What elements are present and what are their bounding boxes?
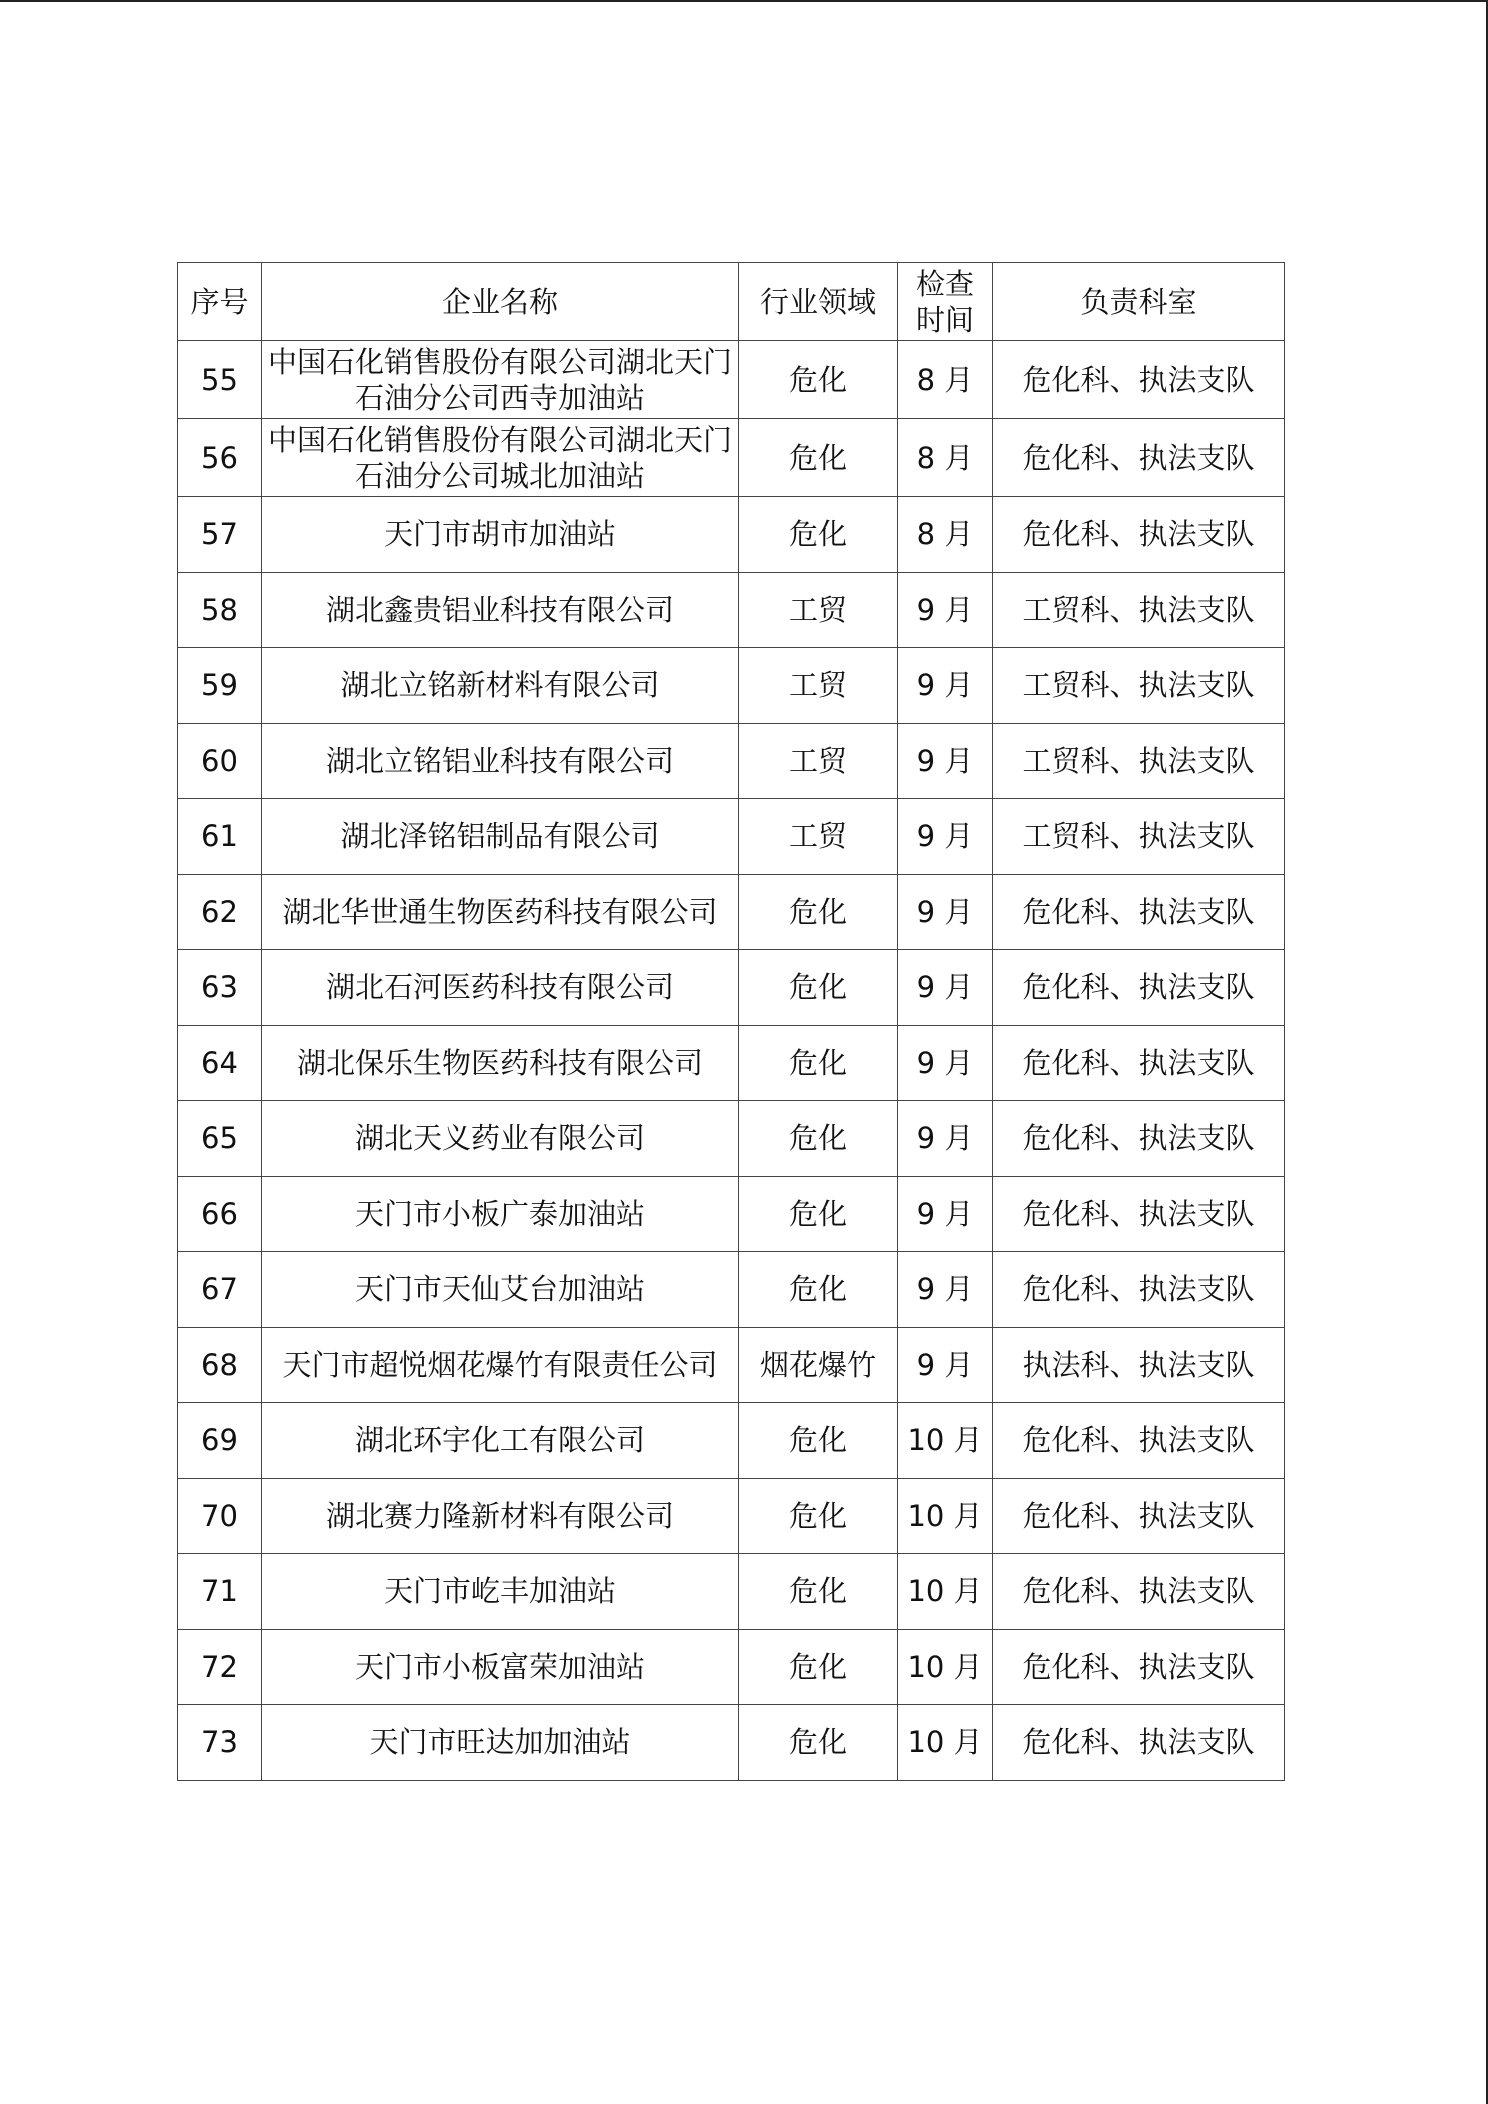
cell-name: 中国石化销售股份有限公司湖北天门石油分公司城北加油站 [262, 419, 739, 497]
table-row [178, 1705, 1285, 1781]
page-border-top [0, 0, 1488, 2]
table-header-row [178, 263, 1285, 341]
cell-time: 9 月 [898, 572, 993, 648]
table-row [178, 419, 1285, 497]
cell-name: 天门市天仙艾台加油站 [262, 1252, 739, 1328]
cell-no: 60 [178, 723, 262, 799]
cell-time: 9 月 [898, 799, 993, 875]
table-row [178, 497, 1285, 573]
cell-no: 64 [178, 1025, 262, 1101]
cell-no: 59 [178, 648, 262, 724]
cell-name: 天门市小板广泰加油站 [262, 1176, 739, 1252]
cell-dept: 危化科、执法支队 [993, 419, 1285, 497]
cell-sector: 危化 [739, 874, 898, 950]
cell-sector: 工贸 [739, 799, 898, 875]
cell-no: 66 [178, 1176, 262, 1252]
header-dept: 负责科室 [993, 263, 1285, 341]
cell-sector: 危化 [739, 419, 898, 497]
header-sector: 行业领域 [739, 263, 898, 341]
cell-sector: 危化 [739, 1629, 898, 1705]
cell-dept: 危化科、执法支队 [993, 1101, 1285, 1177]
cell-dept: 工贸科、执法支队 [993, 572, 1285, 648]
cell-sector: 烟花爆竹 [739, 1327, 898, 1403]
cell-no: 73 [178, 1705, 262, 1781]
table-row [178, 723, 1285, 799]
cell-time: 8 月 [898, 497, 993, 573]
cell-sector: 危化 [739, 1025, 898, 1101]
cell-time: 10 月 [898, 1554, 993, 1630]
cell-sector: 危化 [739, 1554, 898, 1630]
cell-dept: 危化科、执法支队 [993, 950, 1285, 1026]
cell-time: 9 月 [898, 723, 993, 799]
table-body [178, 341, 1285, 1781]
cell-time: 9 月 [898, 1252, 993, 1328]
cell-no: 61 [178, 799, 262, 875]
cell-sector: 危化 [739, 1705, 898, 1781]
table-row [178, 950, 1285, 1026]
cell-dept: 危化科、执法支队 [993, 1705, 1285, 1781]
cell-time: 9 月 [898, 1101, 993, 1177]
cell-dept: 危化科、执法支队 [993, 1629, 1285, 1705]
cell-no: 65 [178, 1101, 262, 1177]
cell-no: 57 [178, 497, 262, 573]
cell-no: 68 [178, 1327, 262, 1403]
table-row [178, 1327, 1285, 1403]
cell-dept: 工贸科、执法支队 [993, 723, 1285, 799]
cell-name: 湖北石河医药科技有限公司 [262, 950, 739, 1026]
cell-no: 63 [178, 950, 262, 1026]
cell-dept: 危化科、执法支队 [993, 1176, 1285, 1252]
cell-name: 湖北鑫贵铝业科技有限公司 [262, 572, 739, 648]
header-no: 序号 [178, 263, 262, 341]
cell-sector: 危化 [739, 1252, 898, 1328]
cell-name: 天门市屹丰加油站 [262, 1554, 739, 1630]
cell-sector: 危化 [739, 1176, 898, 1252]
cell-dept: 工贸科、执法支队 [993, 648, 1285, 724]
cell-dept: 危化科、执法支队 [993, 1554, 1285, 1630]
cell-name: 湖北华世通生物医药科技有限公司 [262, 874, 739, 950]
cell-name: 湖北保乐生物医药科技有限公司 [262, 1025, 739, 1101]
cell-time: 9 月 [898, 1025, 993, 1101]
cell-no: 70 [178, 1478, 262, 1554]
cell-name: 湖北赛力隆新材料有限公司 [262, 1478, 739, 1554]
cell-name: 湖北立铭新材料有限公司 [262, 648, 739, 724]
cell-time: 10 月 [898, 1705, 993, 1781]
cell-sector: 工贸 [739, 648, 898, 724]
cell-sector: 危化 [739, 497, 898, 573]
cell-name: 天门市旺达加加油站 [262, 1705, 739, 1781]
cell-name: 天门市超悦烟花爆竹有限责任公司 [262, 1327, 739, 1403]
cell-no: 58 [178, 572, 262, 648]
table-row [178, 799, 1285, 875]
table-row [178, 572, 1285, 648]
table-row [178, 341, 1285, 419]
cell-sector: 危化 [739, 341, 898, 419]
header-time: 检查时间 [898, 263, 993, 341]
table-row [178, 1101, 1285, 1177]
table-row [178, 874, 1285, 950]
cell-time: 8 月 [898, 419, 993, 497]
cell-time: 10 月 [898, 1629, 993, 1705]
table-row [178, 1478, 1285, 1554]
cell-dept: 工贸科、执法支队 [993, 799, 1285, 875]
cell-name: 湖北环宇化工有限公司 [262, 1403, 739, 1479]
cell-name: 中国石化销售股份有限公司湖北天门石油分公司西寺加油站 [262, 341, 739, 419]
cell-name: 湖北泽铭铝制品有限公司 [262, 799, 739, 875]
cell-no: 55 [178, 341, 262, 419]
cell-time: 10 月 [898, 1403, 993, 1479]
cell-sector: 危化 [739, 1478, 898, 1554]
table-row [178, 1554, 1285, 1630]
cell-no: 72 [178, 1629, 262, 1705]
cell-name: 天门市小板富荣加油站 [262, 1629, 739, 1705]
cell-no: 71 [178, 1554, 262, 1630]
cell-sector: 危化 [739, 1403, 898, 1479]
cell-time: 9 月 [898, 874, 993, 950]
cell-time: 9 月 [898, 648, 993, 724]
cell-no: 69 [178, 1403, 262, 1479]
cell-sector: 危化 [739, 1101, 898, 1177]
table-row [178, 1252, 1285, 1328]
cell-sector: 工贸 [739, 572, 898, 648]
cell-dept: 危化科、执法支队 [993, 1252, 1285, 1328]
cell-no: 67 [178, 1252, 262, 1328]
cell-time: 8 月 [898, 341, 993, 419]
table-row [178, 648, 1285, 724]
header-name: 企业名称 [262, 263, 739, 341]
cell-time: 9 月 [898, 1176, 993, 1252]
cell-no: 56 [178, 419, 262, 497]
cell-dept: 执法科、执法支队 [993, 1327, 1285, 1403]
cell-name: 湖北天义药业有限公司 [262, 1101, 739, 1177]
cell-dept: 危化科、执法支队 [993, 497, 1285, 573]
cell-dept: 危化科、执法支队 [993, 874, 1285, 950]
table-row [178, 1176, 1285, 1252]
cell-name: 天门市胡市加油站 [262, 497, 739, 573]
cell-time: 9 月 [898, 950, 993, 1026]
table-row [178, 1403, 1285, 1479]
cell-time: 9 月 [898, 1327, 993, 1403]
inspection-plan-table [177, 262, 1285, 1781]
cell-no: 62 [178, 874, 262, 950]
cell-dept: 危化科、执法支队 [993, 1403, 1285, 1479]
cell-sector: 危化 [739, 950, 898, 1026]
cell-name: 湖北立铭铝业科技有限公司 [262, 723, 739, 799]
cell-dept: 危化科、执法支队 [993, 1025, 1285, 1101]
cell-dept: 危化科、执法支队 [993, 341, 1285, 419]
table-row [178, 1629, 1285, 1705]
table-row [178, 1025, 1285, 1101]
cell-time: 10 月 [898, 1478, 993, 1554]
cell-dept: 危化科、执法支队 [993, 1478, 1285, 1554]
cell-sector: 工贸 [739, 723, 898, 799]
